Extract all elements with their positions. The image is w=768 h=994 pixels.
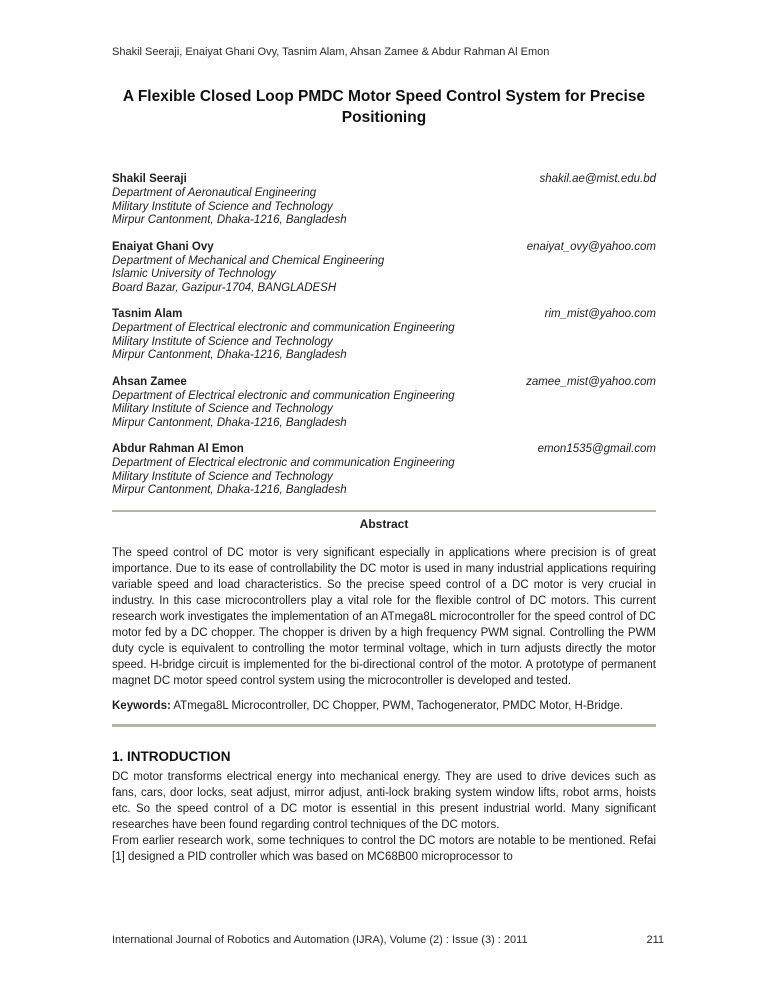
author-block: [112, 307, 656, 363]
affiliation-line: Department of Electrical electronic and communication Engineering: [112, 322, 455, 334]
author-list: [112, 172, 656, 498]
author-email: rim_mist@yahoo.com: [544, 308, 656, 320]
affiliation-line: Islamic University of Technology: [112, 268, 276, 280]
introduction-paragraph: DC motor transforms electrical energy into mechanical energy. They are used to drive devices such as fans, cars, door locks, seat adjust, mirror adjust, anti-lock braking system window lifts, robot arms, hoists etc. So the speed control of a DC motor is essential in this present industrial world. Many significant researches have been found regarding control techniques of the DC motors.: [112, 770, 656, 831]
keywords-paragraph: [112, 698, 656, 714]
introduction-heading: 1. INTRODUCTION: [112, 748, 231, 764]
footer-page-number: 211: [646, 934, 664, 946]
affiliation-line: Military Institute of Science and Technology: [112, 403, 333, 415]
affiliation-line: Department of Electrical electronic and communication Engineering: [112, 457, 455, 469]
author-email: shakil.ae@mist.edu.bd: [539, 173, 656, 185]
affiliation-line: Mirpur Cantonment, Dhaka-1216, Bangladesh: [112, 484, 347, 496]
abstract-heading: Abstract: [359, 516, 409, 531]
affiliation-line: Department of Aeronautical Engineering: [112, 187, 317, 199]
author-email: enaiyat_ovy@yahoo.com: [526, 240, 656, 253]
author-line: [112, 172, 656, 187]
author-name: Ahsan Zamee: [112, 375, 187, 388]
author-email: emon1535@gmail.com: [537, 443, 656, 455]
affiliation-line: Mirpur Cantonment, Dhaka-1216, Bangladesh: [112, 349, 347, 361]
section-divider: [112, 510, 656, 512]
author-name: Enaiyat Ghani Ovy: [112, 240, 214, 253]
author-block: [112, 172, 656, 228]
author-email: zamee_mist@yahoo.com: [526, 375, 656, 388]
running-head: Shakil Seeraji, Enaiyat Ghani Ovy, Tasnim Alam, Ahsan Zamee & Abdur Rahman Al Emon: [112, 46, 550, 58]
author-name: Tasnim Alam: [112, 308, 183, 320]
footer-journal-line: International Journal of Robotics and Automation (IJRA), Volume (2) : Issue (3) : 2011: [112, 934, 528, 946]
author-name: Abdur Rahman Al Emon: [112, 443, 244, 455]
affiliation-line: Military Institute of Science and Technology: [112, 200, 333, 213]
author-line: [112, 240, 656, 255]
affiliation-line: Department of Electrical electronic and communication Engineering: [112, 389, 455, 402]
page-footer: [112, 934, 664, 946]
keywords-text: ATmega8L Microcontroller, DC Chopper, PWM, Tachogenerator, PMDC Motor, H-Bridge.: [173, 699, 624, 712]
author-name: Shakil Seeraji: [112, 173, 187, 185]
affiliation-line: Department of Mechanical and Chemical Engineering: [112, 254, 385, 267]
introduction-paragraph: From earlier research work, some techniques to control the DC motors are notable to be mentioned. Refai [1] designed a PID controller which was based on MC68B00 microprocessor to: [112, 834, 656, 863]
author-line: [112, 442, 656, 457]
section-divider: [112, 724, 656, 727]
affiliation-line: Military Institute of Science and Technology: [112, 335, 333, 348]
affiliation-line: Mirpur Cantonment, Dhaka-1216, Bangladesh: [112, 416, 347, 429]
affiliation-line: Board Bazar, Gazipur-1704, BANGLADESH: [112, 281, 337, 294]
keywords-label: Keywords:: [112, 699, 171, 712]
author-block: [112, 375, 656, 431]
author-block: [112, 442, 656, 498]
paper-title: A Flexible Closed Loop PMDC Motor Speed Control System for Precise Positioning: [122, 88, 646, 126]
affiliation-line: Military Institute of Science and Technology: [112, 470, 333, 483]
author-line: [112, 307, 656, 322]
author-block: [112, 240, 656, 296]
abstract-text: The speed control of DC motor is very significant especially in applications where precision is of great importance. Due to its ease of controllability the DC motor is used in many industrial applications requiring variable speed and load characteristics. So the precise speed control of a DC motor is very crucial in industry. In this case microcontrollers play a vital role for the flexible control of DC motors. This current research work investigates the implementation of an ATmega8L microcontroller for the speed control of DC motor fed by a DC chopper. The chopper is driven by a high frequency PWM signal. Controlling the PWM duty cycle is equivalent to controlling the motor terminal voltage, which in turn adjusts directly the motor speed. H-bridge circuit is implemented for the bi-directional control of the motor. A prototype of permanent magnet DC motor speed control system using the microcontroller is developed and tested.: [112, 546, 656, 687]
author-line: [112, 375, 656, 390]
affiliation-line: Mirpur Cantonment, Dhaka-1216, Bangladesh: [112, 214, 347, 226]
